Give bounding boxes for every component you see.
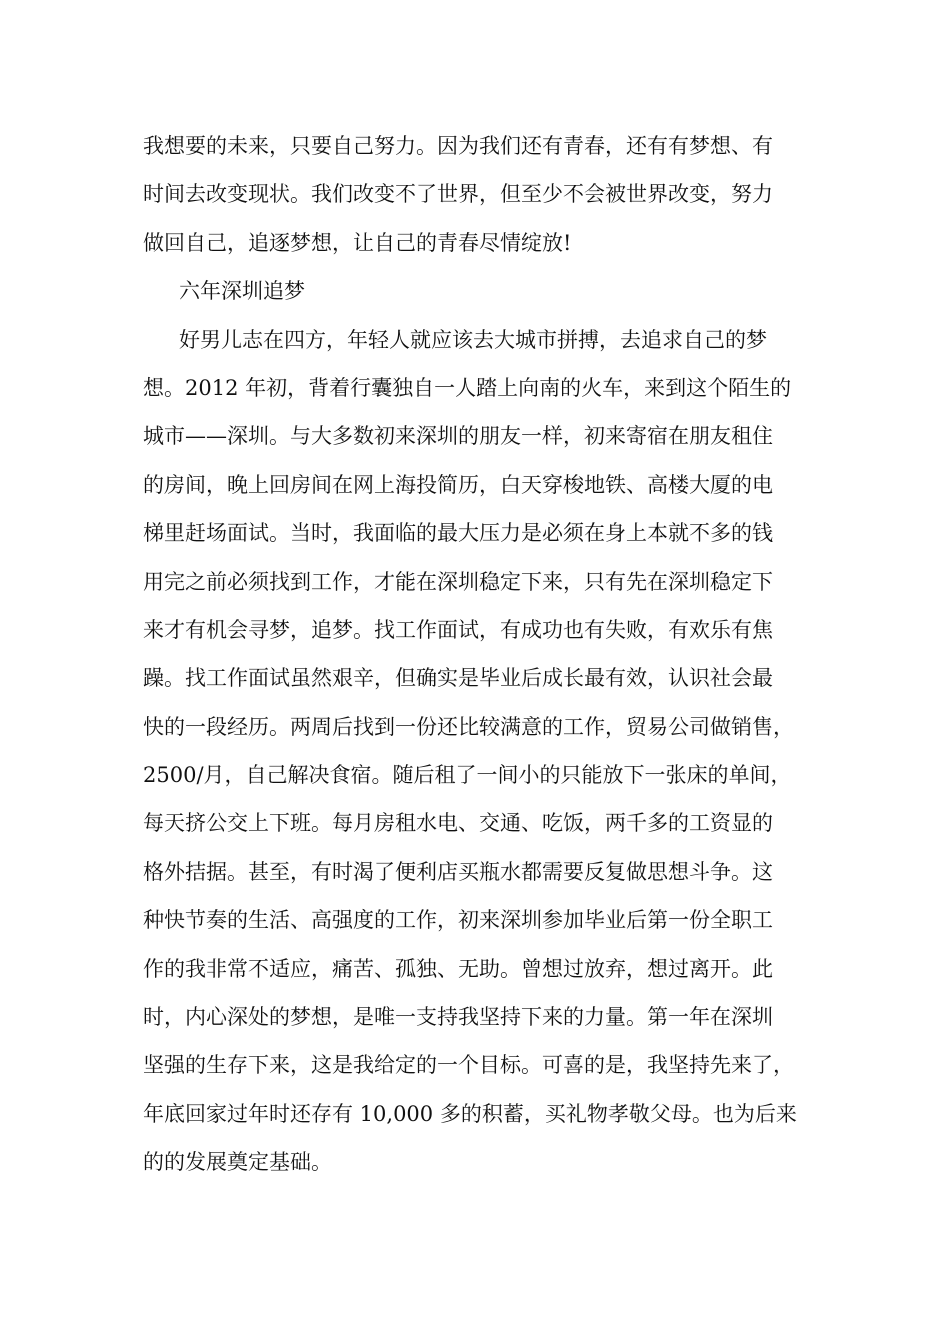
- text-line: 时间去改变现状。我们改变不了世界，但至少不会被世界改变，努力: [143, 182, 773, 207]
- text-line: 用完之前必须找到工作，才能在深圳稳定下来，只有先在深圳稳定下: [143, 569, 773, 594]
- text-line: 的房间，晚上回房间在网上海投简历，白天穿梭地铁、高楼大厦的电: [143, 472, 773, 497]
- text-line: 年底回家过年时还存有 10,000 多的积蓄，买礼物孝敬父母。也为后来: [143, 1101, 797, 1126]
- text-line: 来才有机会寻梦，追梦。找工作面试，有成功也有失败，有欢乐有焦: [143, 617, 773, 642]
- text-line: 种快节奏的生活、高强度的工作，初来深圳参加毕业后第一份全职工: [143, 908, 773, 933]
- text-line: 好男儿志在四方，年轻人就应该去大城市拼搏，去追求自己的梦: [179, 327, 767, 352]
- text-line: 2500/月，自己解决食宿。随后租了一间小的只能放下一张床的单间，: [143, 763, 792, 788]
- text-line: 的的发展奠定基础。: [143, 1150, 332, 1175]
- text-line: 每天挤公交上下班。每月房租水电、交通、吃饭，两千多的工资显的: [143, 811, 773, 836]
- text-line: 坚强的生存下来，这是我给定的一个目标。可喜的是，我坚持先来了，: [143, 1053, 794, 1078]
- section-heading: 六年深圳追梦: [179, 279, 305, 304]
- text-line: 想。2012 年初，背着行囊独自一人踏上向南的火车，来到这个陌生的: [143, 375, 792, 400]
- text-line: 做回自己，追逐梦想，让自己的青春尽情绽放!: [143, 230, 572, 255]
- text-line: 格外拮据。甚至，有时渴了便利店买瓶水都需要反复做思想斗争。这: [143, 859, 773, 884]
- text-line: 快的一段经历。两周后找到一份还比较满意的工作，贸易公司做销售，: [143, 714, 794, 739]
- text-line: 作的我非常不适应，痛苦、孤独、无助。曾想过放弃，想过离开。此: [143, 956, 773, 981]
- text-line: 我想要的未来，只要自己努力。因为我们还有青春，还有有梦想、有: [143, 134, 773, 158]
- text-line: 城市——深圳。与大多数初来深圳的朋友一样，初来寄宿在朋友租住: [143, 424, 773, 449]
- text-line: 时，内心深处的梦想，是唯一支持我坚持下来的力量。第一年在深圳: [143, 1005, 773, 1030]
- text-line: 梯里赶场面试。当时，我面临的最大压力是必须在身上本就不多的钱: [143, 521, 773, 546]
- text-line: 躁。找工作面试虽然艰辛，但确实是毕业后成长最有效，认识社会最: [143, 666, 773, 691]
- article-body: [143, 122, 833, 1187]
